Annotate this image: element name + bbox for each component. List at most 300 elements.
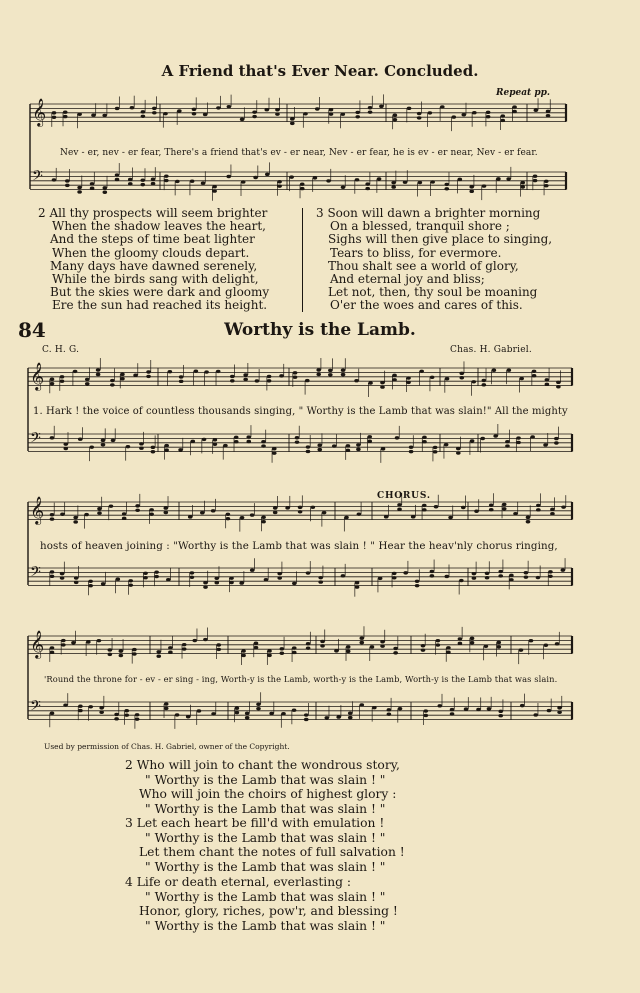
note-head (354, 379, 359, 382)
note-head (103, 186, 108, 189)
note-head (461, 506, 466, 509)
note-head (451, 115, 456, 118)
note-head (230, 375, 235, 378)
note-head (532, 370, 537, 373)
note-head (315, 107, 320, 110)
note-head (356, 443, 361, 446)
note-head (423, 709, 428, 712)
note-head (151, 182, 156, 185)
note-head (392, 374, 397, 377)
note-head (436, 643, 441, 646)
note-head (277, 572, 282, 575)
note-head (243, 378, 248, 381)
note-head (267, 654, 272, 657)
note-head (166, 578, 171, 581)
note-head (177, 109, 182, 112)
bass-clef-icon: 𝄢 (30, 698, 41, 718)
note-head (391, 181, 396, 184)
note-head (116, 578, 121, 581)
note-head (135, 504, 140, 507)
note-head (444, 187, 449, 190)
note-head (73, 370, 78, 373)
note-head (216, 643, 221, 646)
note-head (329, 112, 334, 115)
verse-line: Sighs will then give place to singing, (328, 232, 553, 247)
note-head (380, 640, 385, 643)
hymn2-lyric-line-3: 'Round the throne for - ev - er sing - ing, Worth-y is the Lamb, worth-y is the Lamb, Worth-y is the Lamb that was slain. (44, 674, 558, 684)
note-head (74, 576, 79, 579)
note-head (359, 637, 364, 640)
note-head (133, 373, 138, 376)
note-head (272, 447, 277, 450)
note-head (380, 381, 385, 384)
note-head (292, 651, 297, 654)
note-head (421, 648, 426, 651)
note-head (392, 576, 397, 579)
note-head (124, 709, 129, 712)
note-head (77, 113, 82, 116)
note-head (341, 369, 346, 372)
hymn2-verse-2 (125, 758, 400, 816)
verse-line: 3 Soon will dawn a brighter morning (316, 206, 541, 220)
note-head (109, 504, 114, 507)
note-head (348, 716, 353, 719)
hymn2-title: Worthy is the Lamb. (224, 320, 416, 340)
note-head (273, 506, 278, 509)
note-head (536, 508, 541, 511)
note-head (356, 448, 361, 451)
note-head (403, 180, 408, 183)
note-head (482, 383, 487, 386)
note-head (341, 574, 346, 577)
note-head (50, 646, 55, 649)
note-head (316, 373, 321, 376)
note-head (132, 652, 137, 655)
note-head (50, 712, 55, 715)
note-head (252, 115, 257, 118)
treble-clef-icon: 𝄞 (30, 630, 45, 658)
note-head (557, 706, 562, 709)
note-head (450, 708, 455, 711)
note-head (119, 654, 124, 657)
note-head (556, 381, 561, 384)
note-head (203, 113, 208, 116)
note-head (200, 511, 205, 514)
note-head (544, 180, 549, 183)
note-head (96, 373, 101, 376)
note-head (306, 445, 311, 448)
note-head (320, 640, 325, 643)
note-head (78, 438, 83, 441)
note-head (355, 178, 360, 181)
note-head (234, 436, 239, 439)
note-head (143, 576, 148, 579)
note-head (472, 576, 477, 579)
note-head (512, 105, 517, 108)
note-head (372, 706, 377, 709)
note-head (241, 180, 246, 183)
note-head (458, 642, 463, 645)
note-head (227, 105, 232, 108)
verse-line: Who will join the choirs of highest glory : (139, 787, 397, 801)
verse-line: Honor, glory, riches, pow'r, and blessing ! (139, 904, 398, 918)
note-head (474, 510, 479, 513)
note-head (101, 443, 106, 446)
note-head (246, 435, 251, 438)
note-head (306, 571, 311, 574)
note-head (492, 369, 497, 372)
note-head (74, 581, 79, 584)
note-head (86, 640, 91, 643)
note-head (240, 118, 245, 121)
verse-line: O'er the woes and cares of this. (330, 298, 523, 313)
note-head (536, 504, 541, 507)
note-head (50, 378, 55, 381)
note-head (96, 368, 101, 371)
note-head (448, 516, 453, 519)
note-head (139, 442, 144, 445)
note-head (128, 579, 133, 582)
note-head (502, 507, 507, 510)
hymn1-verse-2 (38, 207, 269, 313)
note-head (141, 115, 146, 118)
note-head (135, 713, 140, 716)
bass-clef-icon: 𝄢 (30, 564, 41, 584)
note-head (533, 174, 538, 177)
note-head (229, 576, 234, 579)
note-head (277, 576, 282, 579)
note-head (480, 437, 485, 440)
verse-line: 2 All thy prospects will seem brighter (38, 206, 268, 220)
note-head (216, 648, 221, 651)
note-head (280, 652, 285, 655)
note-head (548, 575, 553, 578)
note-head (392, 378, 397, 381)
note-head (226, 513, 231, 516)
note-head (254, 641, 259, 644)
note-head (419, 370, 424, 373)
note-head (267, 375, 272, 378)
note-head (485, 572, 490, 575)
verse-line: " Worthy is the Lamb that was slain ! " (145, 830, 386, 845)
verse-line: " Worthy is the Lamb that was slain ! " (145, 889, 386, 904)
note-head (500, 119, 505, 122)
note-head (168, 370, 173, 373)
note-head (103, 191, 108, 194)
note-head (380, 644, 385, 647)
note-head (482, 379, 487, 382)
note-head (60, 375, 65, 378)
note-head (154, 575, 159, 578)
note-head (536, 576, 541, 579)
note-head (226, 517, 231, 520)
note-head (175, 713, 180, 716)
note-head (89, 445, 94, 448)
note-head (328, 369, 333, 372)
note-head (267, 379, 272, 382)
note-head (406, 376, 411, 379)
note-head (122, 517, 127, 520)
note-head (261, 516, 266, 519)
note-head (434, 505, 439, 508)
note-head (433, 450, 438, 453)
note-head (255, 379, 260, 382)
note-head (73, 516, 78, 519)
verse-line: While the birds sang with delight, (52, 272, 259, 287)
note-head (346, 645, 351, 648)
note-head (77, 186, 82, 189)
note-head (393, 651, 398, 654)
note-head (387, 708, 392, 711)
note-head (409, 450, 414, 453)
note-head (63, 115, 68, 118)
note-head (326, 179, 331, 182)
note-head (52, 116, 57, 119)
note-head (548, 570, 553, 573)
note-head (261, 520, 266, 523)
note-head (411, 515, 416, 518)
note-head (114, 717, 119, 720)
treble-clef-icon: 𝄞 (30, 496, 45, 524)
note-head (152, 111, 157, 114)
note-head (235, 707, 240, 710)
note-head (397, 503, 402, 506)
note-head (226, 175, 231, 178)
note-head (65, 179, 70, 182)
note-head (328, 373, 333, 376)
note-head (52, 111, 57, 114)
note-head (498, 570, 503, 573)
note-head (556, 385, 561, 388)
note-head (250, 513, 255, 516)
verse-line: Many days have dawned serenely, (50, 258, 258, 273)
note-head (108, 648, 113, 651)
note-head (179, 380, 184, 383)
hymn2-author-left: C. H. G. (42, 345, 80, 355)
note-head (316, 368, 321, 371)
note-head (63, 447, 68, 450)
note-head (306, 450, 311, 453)
verse-line: " Worthy is the Lamb that was slain ! " (145, 772, 386, 787)
note-head (484, 645, 489, 648)
note-head (493, 434, 498, 437)
note-head (73, 520, 78, 523)
note-head (458, 178, 463, 181)
note-head (545, 383, 550, 386)
note-head (505, 440, 510, 443)
note-head (212, 185, 217, 188)
note-head (264, 108, 269, 111)
note-head (290, 117, 295, 120)
note-head (212, 189, 217, 192)
note-head (545, 378, 550, 381)
note-head (52, 178, 57, 181)
note-head (533, 179, 538, 182)
note-head (164, 444, 169, 447)
note-head (377, 177, 382, 180)
note-head (300, 187, 305, 190)
note-head (355, 581, 360, 584)
verse-line: And eternal joy and bliss; (330, 272, 485, 287)
note-head (115, 173, 120, 176)
note-head (178, 448, 183, 451)
verse-line: When the shadow leaves the heart, (52, 219, 266, 234)
note-head (101, 439, 106, 442)
note-head (146, 370, 151, 373)
note-head (275, 108, 280, 111)
note-head (318, 580, 323, 583)
note-head (534, 109, 539, 112)
note-head (154, 570, 159, 573)
note-head (320, 644, 325, 647)
note-head (446, 646, 451, 649)
note-head (526, 516, 531, 519)
note-head (164, 174, 169, 177)
note-head (190, 180, 195, 183)
note-head (529, 639, 534, 642)
note-head (393, 647, 398, 650)
note-head (126, 445, 131, 448)
note-head (110, 383, 115, 386)
note-head (403, 571, 408, 574)
note-head (355, 115, 360, 118)
note-head (88, 705, 93, 708)
note-head (90, 182, 95, 185)
note-head (422, 436, 427, 439)
note-head (254, 646, 259, 649)
hymn2-lyric-line-2: hosts of heaven joining : "Worthy is the Lamb that was slain ! " Hear the heav'nly chorus ringing, (40, 540, 558, 552)
note-head (561, 568, 566, 571)
note-head (520, 185, 525, 188)
note-head (482, 184, 487, 187)
note-head (97, 507, 102, 510)
note-head (164, 702, 169, 705)
note-head (128, 182, 133, 185)
note-head (387, 713, 392, 716)
note-head (60, 576, 65, 579)
repeat-mark: Repeat pp. (496, 88, 551, 98)
note-head (444, 443, 449, 446)
note-head (111, 439, 116, 442)
note-head (85, 382, 90, 385)
note-head (214, 581, 219, 584)
note-head (304, 718, 309, 721)
note-head (250, 569, 255, 572)
note-head (561, 505, 566, 508)
note-head (277, 180, 282, 183)
note-head (544, 644, 549, 647)
note-head (120, 377, 125, 380)
note-head (348, 711, 353, 714)
note-head (554, 441, 559, 444)
note-head (168, 651, 173, 654)
note-head (428, 111, 433, 114)
verse-line: On a blessed, tranquil shore ; (330, 219, 510, 234)
note-head (293, 371, 298, 374)
note-head (472, 572, 477, 575)
note-head (446, 650, 451, 653)
note-head (341, 373, 346, 376)
note-head (436, 639, 441, 642)
note-head (143, 572, 148, 575)
note-head (422, 504, 427, 507)
note-head (211, 509, 216, 512)
note-head (203, 638, 208, 641)
note-head (115, 107, 120, 110)
note-head (464, 707, 469, 710)
note-head (190, 571, 195, 574)
note-head (132, 648, 137, 651)
note-head (470, 439, 475, 442)
note-head (433, 446, 438, 449)
note-head (119, 649, 124, 652)
note-head (110, 379, 115, 382)
note-head (368, 381, 373, 384)
verse-line: Tears to bliss, for evermore. (330, 245, 502, 260)
note-head (306, 646, 311, 649)
note-head (141, 110, 146, 113)
note-head (430, 570, 435, 573)
note-head (156, 654, 161, 657)
note-head (295, 436, 300, 439)
note-head (430, 574, 435, 577)
note-head (91, 114, 96, 117)
note-head (344, 516, 349, 519)
note-head (202, 438, 207, 441)
treble-clef-icon: 𝄞 (30, 362, 45, 390)
note-head (84, 513, 89, 516)
note-head (524, 571, 529, 574)
note-head (318, 576, 323, 579)
note-head (546, 114, 551, 117)
verse-line: " Worthy is the Lamb that was slain ! " (145, 801, 386, 816)
note-head (88, 580, 93, 583)
note-head (63, 442, 68, 445)
note-head (359, 641, 364, 644)
note-head (489, 508, 494, 511)
note-head (444, 183, 449, 186)
note-head (472, 111, 477, 114)
note-head (322, 511, 327, 514)
note-head (146, 375, 151, 378)
note-head (476, 708, 481, 711)
note-head (50, 570, 55, 573)
note-head (550, 512, 555, 515)
note-head (135, 509, 140, 512)
note-head (346, 650, 351, 653)
note-head (317, 444, 322, 447)
note-head (190, 576, 195, 579)
note-head (506, 177, 511, 180)
note-head (149, 513, 154, 516)
bass-clef-icon: 𝄢 (32, 168, 43, 188)
note-head (50, 651, 55, 654)
note-head (192, 108, 197, 111)
copyright-note: Used by permission of Chas. H. Gabriel, owner of the Copyright. (44, 742, 290, 751)
bass-clef-icon: 𝄢 (30, 430, 41, 450)
note-head (332, 444, 337, 447)
note-head (438, 704, 443, 707)
note-head (544, 184, 549, 187)
note-head (71, 641, 76, 644)
chorus-label: CHORUS. (377, 491, 431, 501)
note-head (355, 111, 360, 114)
note-head (50, 513, 55, 516)
note-head (194, 370, 199, 373)
note-head (61, 643, 66, 646)
note-head (520, 704, 525, 707)
note-head (102, 114, 107, 117)
